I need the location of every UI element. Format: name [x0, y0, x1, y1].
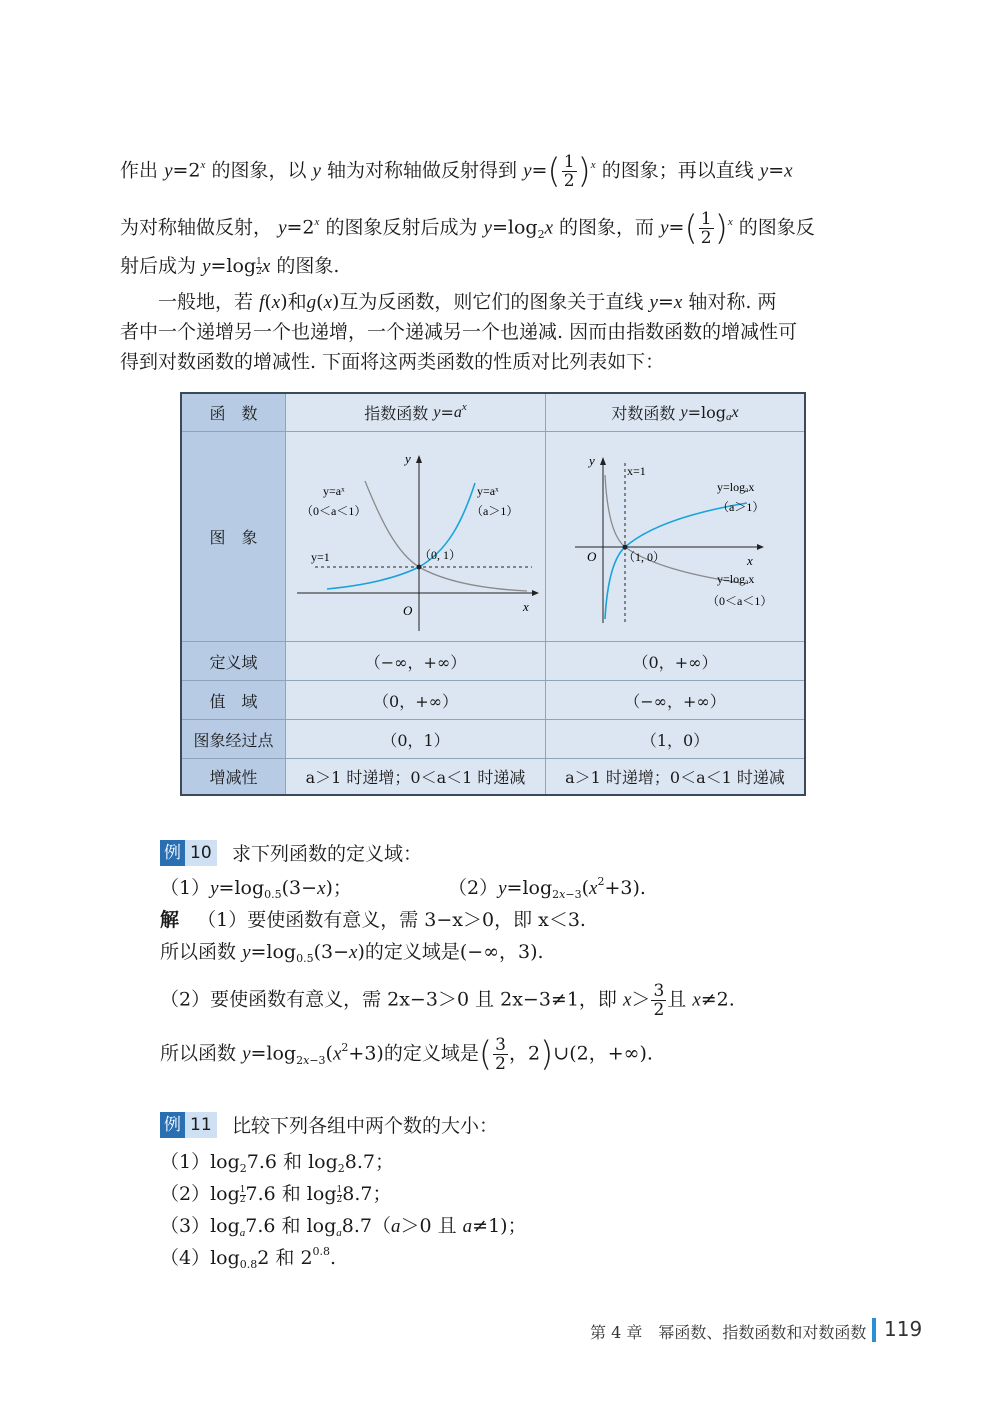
table-header-function: 函 数 [182, 394, 286, 432]
text: （2）要使函数有意义，需 2x−3＞0 且 2x−3≠1，即 [160, 988, 617, 1011]
exp-monotonic: a＞1 时递增；0＜a＜1 时递减 [286, 759, 546, 794]
para1-line1: 作出 $y=2^x$ 的图象，以 y 轴为对称轴做反射得到 y=( $\frac{1}{2}$ )$^x$ 的图象；再以直线 y=x [120, 151, 793, 192]
example11-item1: $(1)\log_27.6$ 和 $\log_28.7$； [160, 1151, 394, 1175]
text: 的图象. [276, 255, 340, 277]
example10-sol1 [160, 906, 880, 934]
text: 的图象，而 [559, 216, 655, 239]
up-curve-label: y=logₐx [717, 479, 755, 494]
example10-tag [160, 840, 217, 866]
para2-line3: 得到对数函数的增减性. 下面将这两类函数的性质对比列表如下： [120, 351, 665, 373]
row-label-graph: 图 象 [182, 432, 286, 642]
para2-line2: 者中一个递增另一个也递增，一个递减另一个也递减. 因而由指数函数的增减性可 [120, 321, 798, 343]
text: 的图象，以 [211, 159, 307, 182]
text: 的图象反 [738, 216, 815, 239]
exp-point: （0，1） [286, 720, 546, 759]
vline-label: x=1 [627, 463, 646, 478]
row-label-domain: 定义域 [182, 642, 286, 681]
para1-line3: 射后成为 y=log $\frac{1}{2}$ x 的图象. [120, 255, 340, 277]
example-label: 例 [160, 840, 185, 866]
left-curve-label: y=aˣ [322, 483, 345, 498]
x-axis-label: x [747, 552, 753, 568]
text: 指数函数 [364, 404, 429, 423]
log-graph-cell [546, 432, 804, 642]
example-number: 10 [185, 840, 217, 866]
right-curve-cond: （a＞1） [470, 503, 518, 518]
text: 轴对称. 两 [688, 291, 777, 313]
text: 轴为对称轴做反射得到 [327, 159, 518, 182]
example11-tag [160, 1112, 217, 1138]
text: 一般地，若 [158, 291, 254, 313]
example11-item4: $(4)\log_{0.8}2$ 和 $2^{0.8}$. [160, 1245, 337, 1271]
text: （2） [160, 1183, 211, 1205]
comparison-table [180, 392, 806, 796]
origin-label: O [587, 548, 597, 564]
text: 的图象反射后成为 [325, 216, 478, 239]
point-label: （0, 1） [418, 547, 461, 562]
text: 互为反函数，则它们的图象关于直线 [339, 291, 644, 313]
log-monotonic: a＞1 时递增；0＜a＜1 时递减 [546, 759, 804, 794]
x-axis-label: x [522, 598, 529, 614]
text: 的定义域是(−∞，3). [364, 941, 544, 963]
example10-sol4: 所以函数 $y=\log_{2x-3}(x^2+3)$的定义域是( $\frac{3}{2}$ ，2)∪(2，+∞). [160, 1034, 653, 1075]
example11-title: 比较下列各组中两个数的大小： [232, 1115, 499, 1137]
example-number: 11 [185, 1112, 217, 1138]
origin-label: O [402, 602, 412, 618]
up-curve-cond: （a＞1） [717, 499, 765, 514]
solution-label: 解 [160, 909, 180, 931]
text: （4） [160, 1247, 211, 1269]
text: （1） [160, 877, 211, 899]
text: 为对称轴做反射， [120, 216, 273, 239]
text: 作出 [120, 159, 159, 182]
para1-line2: 为对称轴做反射， $y=2^x$ 的图象反射后成为 $y=\log_2x$ 的图象，而 y=( $\frac{1}{2}$ )$^x$ 的图象反 [120, 208, 815, 249]
y-axis-label: y [404, 450, 411, 466]
text: 的定义域是 [383, 1042, 479, 1065]
log-domain: （0，+∞） [546, 642, 804, 681]
log-range: （−∞，+∞） [546, 681, 804, 720]
down-curve-cond: （0＜a＜1） [707, 593, 773, 608]
text: 所以函数 [160, 1042, 237, 1065]
right-curve-label: y=aˣ [476, 483, 499, 498]
exp-range: （0，+∞） [286, 681, 546, 720]
row-label-range: 值 域 [182, 681, 286, 720]
example10-questions: $(1)y=\log_{0.5}(3-x)$； $(2)y=\log_{2x-3}(x^2+3)$. [160, 875, 646, 901]
page-footer [590, 1317, 923, 1344]
down-curve-label: y=logₐx [717, 571, 755, 586]
exp-graph [287, 433, 545, 641]
chapter-title: 第 4 章 幂函数、指数函数和对数函数 [590, 1323, 867, 1342]
text: 和 [287, 291, 307, 313]
text: 对数函数 [611, 404, 676, 423]
example10-sol2: 所以函数 $y=\log_{0.5}(3-x)$的定义域是(−∞，3). [160, 941, 544, 965]
line-label: y=1 [310, 549, 330, 564]
log-graph [547, 433, 803, 641]
text: 所以函数 [160, 941, 237, 963]
table-header-exp: 指数函数 y = a x [286, 394, 546, 432]
example11-item3: $(3)\log_a7.6$ 和 $\log_a8.7(a>0$ 且 a≠1)； [160, 1215, 527, 1239]
point-label: （1, 0） [623, 549, 666, 564]
text: （1）要使函数有意义，需 3−x＞0，即 x＜3. [197, 909, 586, 931]
exp-graph-cell [286, 432, 546, 642]
text: 的图象；再以直线 [601, 159, 754, 182]
row-label-point: 图象经过点 [182, 720, 286, 759]
left-curve-cond: （0＜a＜1） [300, 503, 366, 518]
text: （3） [160, 1215, 211, 1237]
example10-title: 求下列函数的定义域： [232, 843, 423, 865]
example-label: 例 [160, 1112, 185, 1138]
text: 射后成为 [120, 255, 197, 277]
log-point: （1，0） [546, 720, 804, 759]
exp-domain: （−∞，+∞） [286, 642, 546, 681]
example10-sol3: （2）要使函数有意义，需 2x−3＞0 且 2x−3≠1，即 x＞ $\frac{3}{2}$ 且 x≠2. [160, 981, 735, 1020]
page-number: 119 [884, 1317, 923, 1341]
footer-divider [872, 1318, 876, 1342]
para2-line1: 一般地，若 f(x)和g(x)互为反函数，则它们的图象关于直线 y=x 轴对称. 两 [158, 291, 777, 313]
text: （2） [448, 877, 499, 899]
row-label-monotonic: 增减性 [182, 759, 286, 794]
text: （1） [160, 1151, 211, 1173]
example11-item2: （2）log $\frac{1}{2}$ 7.6 和 log $\frac{1}{2}$ 8.7； [160, 1183, 392, 1205]
table-header-log: 对数函数 y =log a x [546, 394, 804, 432]
y-axis-label: y [589, 452, 595, 468]
